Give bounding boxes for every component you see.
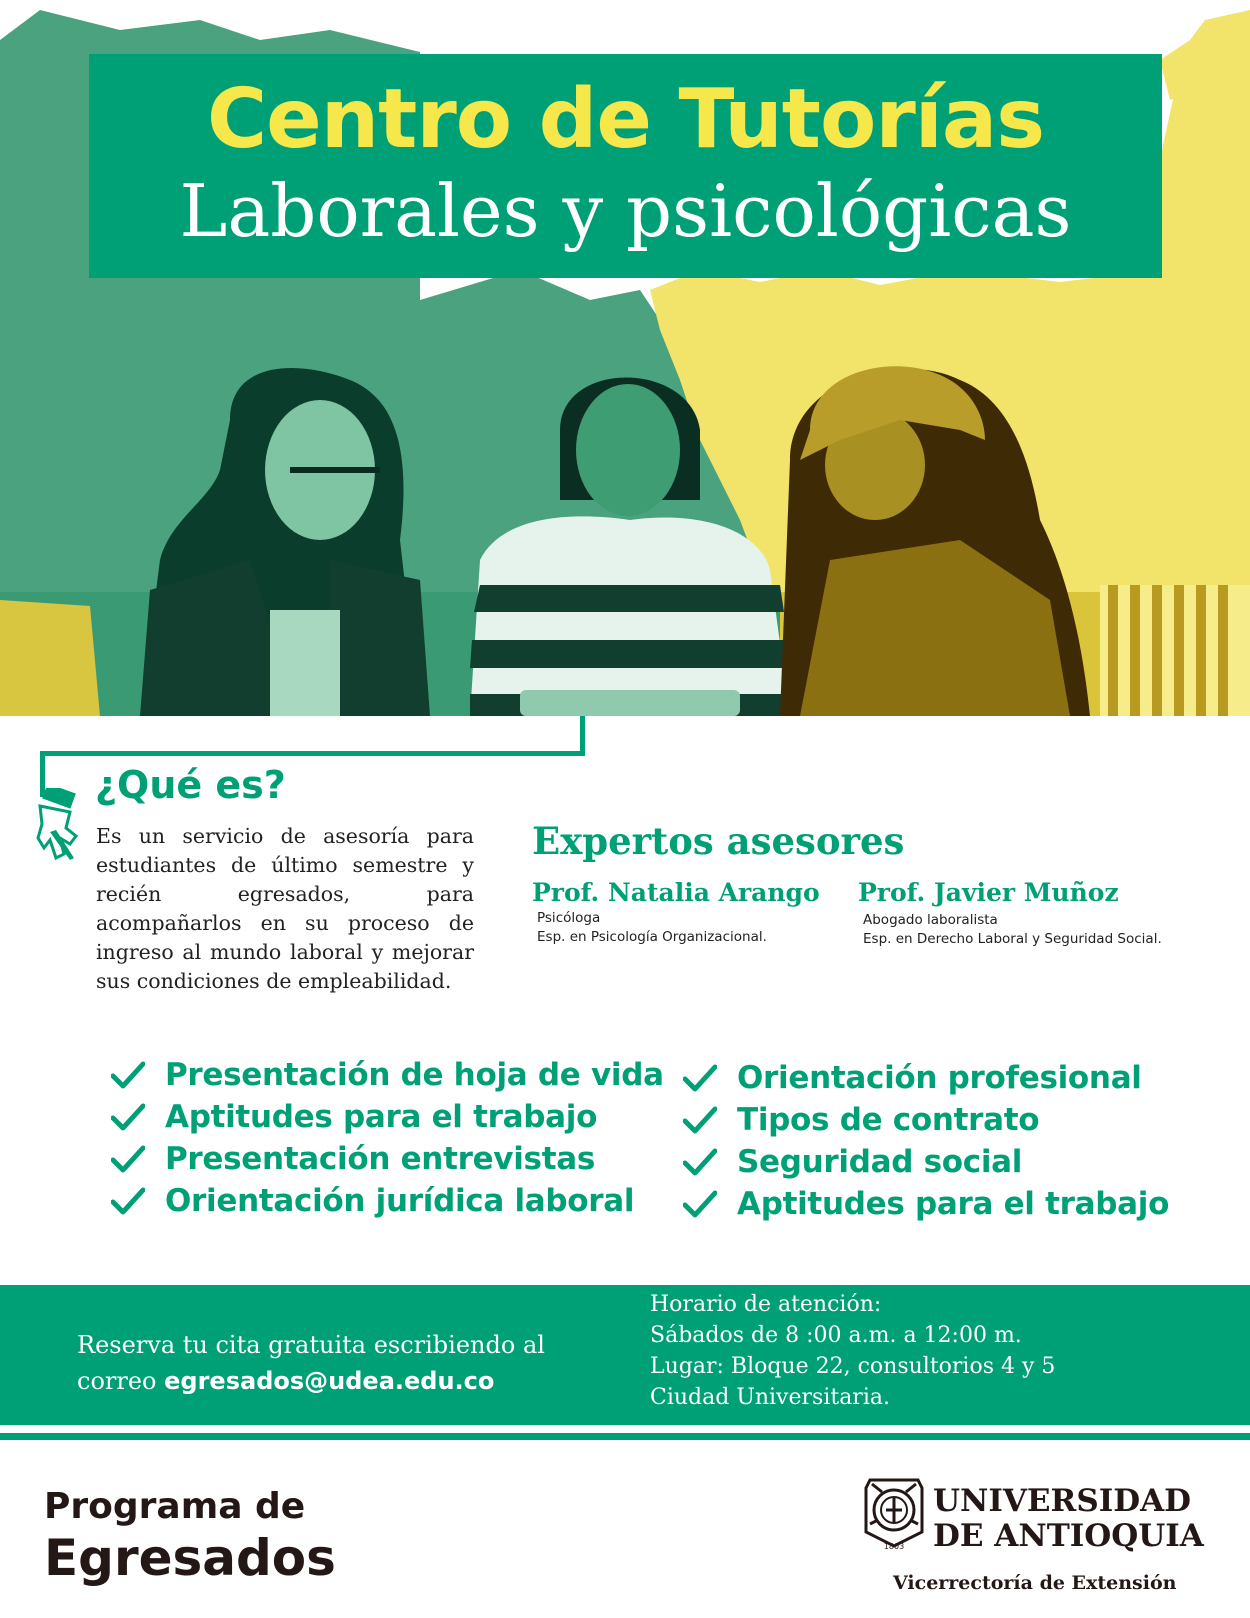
checkmark-icon <box>683 1063 717 1093</box>
expert-role: Psicóloga <box>537 910 601 926</box>
service-label: Aptitudes para el trabajo <box>165 1099 598 1135</box>
contact-email-link[interactable]: egresados@udea.edu.co <box>164 1367 495 1395</box>
checkmark-icon <box>111 1060 145 1090</box>
service-label: Orientación profesional <box>737 1060 1142 1096</box>
service-label: Seguridad social <box>737 1144 1023 1180</box>
experts-heading: Expertos asesores <box>532 819 905 863</box>
connector-horizontal <box>40 751 585 756</box>
striped-pillow <box>1100 585 1250 716</box>
checkmark-icon <box>683 1189 717 1219</box>
schedule-place: Lugar: Bloque 22, consultorios 4 y 5 <box>650 1354 1056 1379</box>
reservation-email-line <box>77 1363 545 1399</box>
title-banner <box>89 54 1162 278</box>
university-name-line1: UNIVERSIDAD <box>933 1483 1192 1519</box>
hero-photo-area <box>0 0 1250 716</box>
page-title: Centro de Tutorías <box>206 72 1045 167</box>
service-item <box>683 1141 1223 1183</box>
seal-year: 1803 <box>883 1542 905 1551</box>
what-is-heading: ¿Qué es? <box>95 763 286 807</box>
schedule-hours: Sábados de 8 :00 a.m. a 12:00 m. <box>650 1323 1022 1348</box>
service-item <box>111 1180 671 1222</box>
checkmark-icon <box>111 1102 145 1132</box>
reservation-line: Reserva tu cita gratuita escribiendo al <box>77 1331 545 1359</box>
expert-specialty: Esp. en Derecho Laboral y Seguridad Social. <box>863 931 1162 947</box>
checkmark-icon <box>683 1147 717 1177</box>
expert-card <box>532 877 820 947</box>
service-item <box>111 1138 671 1180</box>
checkmark-icon <box>683 1105 717 1135</box>
schedule-campus: Ciudad Universitaria. <box>650 1385 890 1410</box>
expert-role: Abogado laboralista <box>863 912 998 928</box>
checkmark-icon <box>111 1144 145 1174</box>
service-label: Presentación entrevistas <box>165 1141 595 1177</box>
program-name-line2: Egresados <box>44 1529 336 1587</box>
university-name-line2: DE ANTIOQUIA <box>933 1518 1204 1554</box>
checkmark-icon <box>111 1186 145 1216</box>
what-is-description: Es un servicio de asesoría para estudiantes de último semestre y recién egresados, para acompañarlos en su proceso de ingreso al mundo laboral y mejorar sus condiciones de empleabilidad. <box>96 824 474 993</box>
page-subtitle: Laborales y psicológicas <box>179 169 1072 253</box>
expert-card <box>858 877 1162 949</box>
university-division: Vicerrectoría de Extensión <box>893 1572 1177 1594</box>
service-label: Tipos de contrato <box>737 1102 1040 1138</box>
expert-specialty: Esp. en Psicología Organizacional. <box>537 929 767 945</box>
reservation-text <box>77 1327 545 1399</box>
divider <box>0 1433 1250 1440</box>
service-item <box>683 1099 1223 1141</box>
schedule-label: Horario de atención: <box>650 1292 882 1317</box>
service-item <box>683 1183 1223 1225</box>
service-label: Aptitudes para el trabajo <box>737 1186 1170 1222</box>
expert-name: Prof. Javier Muñoz <box>858 878 1119 907</box>
university-seal-icon <box>862 1474 926 1554</box>
connector-vertical <box>580 716 585 754</box>
service-item <box>683 1057 1223 1099</box>
service-label: Orientación jurídica laboral <box>165 1183 635 1219</box>
service-label: Presentación de hoja de vida <box>165 1057 664 1093</box>
pen-hand-icon <box>30 788 82 868</box>
service-item <box>111 1096 671 1138</box>
service-item <box>111 1054 671 1096</box>
reservation-prefix: correo <box>77 1367 157 1395</box>
expert-name: Prof. Natalia Arango <box>532 878 820 907</box>
program-name-line1: Programa de <box>44 1486 306 1527</box>
